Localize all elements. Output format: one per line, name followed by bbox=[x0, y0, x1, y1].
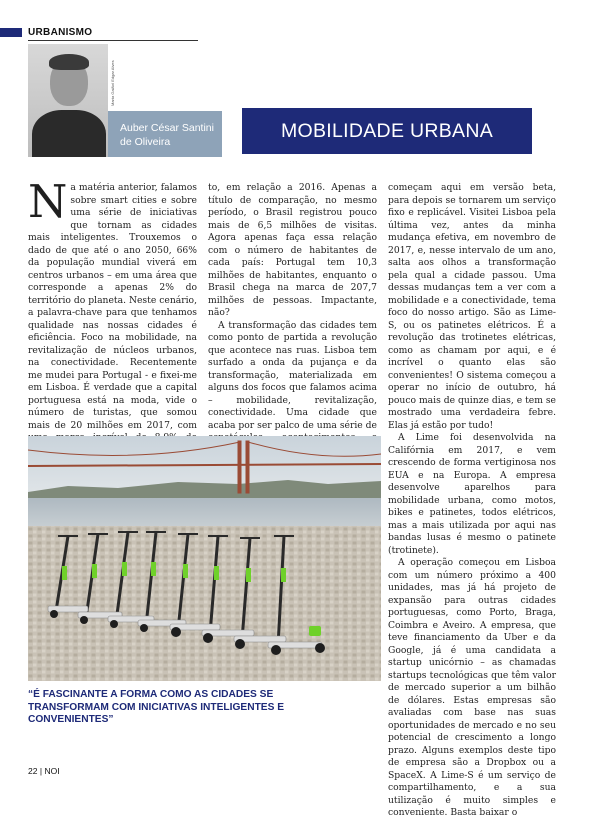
scooters-photo-illustration bbox=[28, 436, 381, 681]
article-paragraph: A Lime foi desenvolvida na Califórnia em 2017, e vem crescendo de forma vertiginosa nos EUA e na Europa. A empresa desenvolve aparelhos para mobilidade urbana, como motos, bikes e patinetes, todos elétricos, mas a mais utilizada por aqui nas bandas lusas é mesmo o patinete (trotinete). bbox=[388, 432, 556, 556]
article-column-1 bbox=[28, 175, 197, 457]
footer-separator: | bbox=[39, 766, 43, 776]
cobblestone-pavement bbox=[28, 526, 381, 681]
article-paragraph: começam aqui em versão beta, para depois se tornarem um serviço fixo e replicável. Visitei Lisboa pela última vez, antes da minha mudança efetiva, em novembro de 2017, e, nesse intervalo de um ano, salta aos olhos a transformação pela qual a cidade passou. Uma dessas mudanças tem a ver com a mobilidade e a conectividade, tema foco do nosso artigo. São as Lime-S, ou os patinetes elétricos. É a revolução das trotinetes elétricas, como as chamam por aqui, e é incrível o quanto elas são convenientes! O sistema começou a operar no início de outubro, há pouco mais de quinze dias, e tem se mostrado uma verdadeira febre. Elas já estão por tudo! bbox=[388, 182, 556, 431]
pull-quote: “É FASCINANTE A FORMA COMO AS CIDADES SE TRANSFORMAM COM INICIATIVAS INTELIGENTES E CONVENIENTES” bbox=[28, 689, 285, 725]
author-photo bbox=[28, 44, 108, 157]
author-box bbox=[108, 111, 222, 157]
author-photo-hair bbox=[49, 54, 89, 70]
article-paragraph: A operação começou em Lisboa com um número próximo a 400 unidades, mas já há projeto de expansão para outras cidades portuguesas, como Porto, Braga, Coimbra e Aveiro. A empresa, que teve financiamento da Uber e da Google, já é uma candidata a startup unicórnio – as chamadas startups tecnológicas que têm valor de mercado superior a um bilhão de dólares. Estas empresas são avaliadas com base nas suas oportunidades de mercado e no seu potencial de crescimento a longo prazo. Alguns exemplos deste tipo de empresa são a Dropbox ou a SpaceX. A Lime-S é um serviço de compartilhamento, e a sua utilização é muito simples e conveniente. Basta baixar o bbox=[388, 557, 556, 818]
page-number: 22 bbox=[28, 766, 38, 776]
drop-cap: N bbox=[28, 175, 68, 228]
article-paragraph bbox=[28, 175, 197, 457]
author-photo-body bbox=[32, 110, 106, 157]
section-marker bbox=[0, 28, 22, 37]
paragraph-text: a matéria anterior, falamos sobre smart cities e sobre uma série de iniciativas que tornam as cidades mais inteligentes. Trouxemos o dado de que até o ano 2050, 66% da população mundial viverá em centros urbanos – em uma área que corresponde a apenas 2% do território do planeta. Neste cenário, a palavra-chave para que tenhamos qualidade nas nossas cidades é eficiência. Foco na mobilidade, na revitalização de núcleos urbanos, na conectividade. Recentemente me mudei para Portugal - e fixei-me em Lisboa. É verdade que a capital portuguesa está na moda, vide o número de turistas, que somou mais de 20 milhões em 2017, com bbox=[28, 182, 197, 431]
headline-box bbox=[242, 108, 532, 154]
page-footer bbox=[28, 766, 60, 776]
section-rule bbox=[28, 40, 198, 41]
photo-credit: Marta Gaião/ Edgar Alves bbox=[110, 60, 115, 106]
article-paragraph: to, em relação a 2016. Apenas a título de comparação, no mesmo período, o Brasil registrou pouco mais de 6,5 milhões de visitas. Agora apenas faça essa relação com o número de habitantes de cada país: Portugal tem 10,3 milhões de habitantes, enquanto o Brasil chega na marca de 207,7 milhões de pessoas. Impactante, não? bbox=[208, 182, 377, 318]
headline: MOBILIDADE URBANA bbox=[280, 120, 494, 142]
author-name: Auber César Santini de Oliveira bbox=[120, 122, 214, 148]
scooters-photo bbox=[28, 436, 381, 681]
river bbox=[28, 498, 381, 528]
article-column-3 bbox=[388, 182, 556, 820]
article-paragraph: A transformação das cidades tem como ponto de partida a revolução que acontece nas ruas. Lisboa tem surfado a onda da pujança e da transformação, materializada em alguns dos focos que falamos acima – mobilidade, revitalização, conectividade. Uma cidade que acaba por ser palco de uma série de bbox=[208, 319, 377, 431]
section-label: URBANISMO bbox=[28, 27, 93, 38]
magazine-name: NOI bbox=[44, 766, 60, 776]
article-column-2 bbox=[208, 182, 377, 470]
